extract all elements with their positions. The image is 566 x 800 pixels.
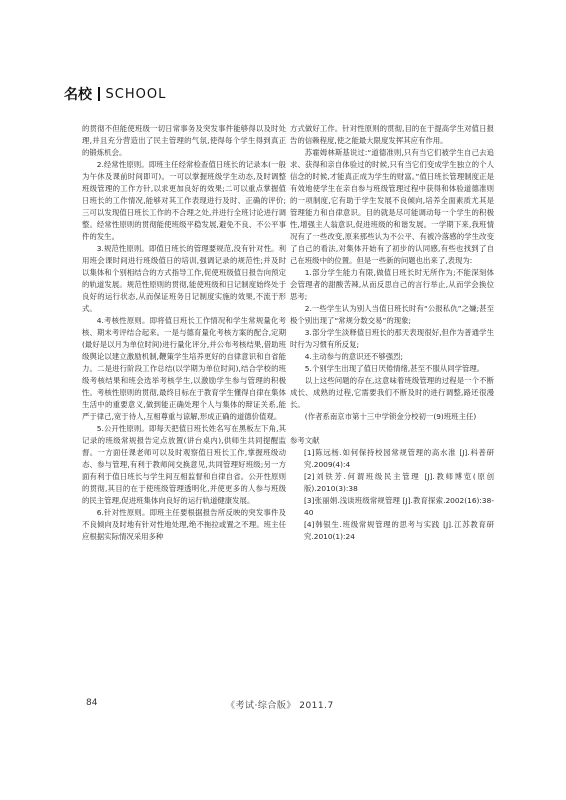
page-number: 84	[86, 698, 98, 708]
reference-item: [1]陈远杨.如何保持校园常规管理的高水准 [J].科普研究.2009(4):4	[304, 448, 494, 469]
body-paragraph: 6.针对性原则。即班主任要根据报告所反映的突发事件及不良倾向及时地有针对性地处理,绝不拖拉或置之不理。班主任应根据实际情况采用多种	[82, 508, 286, 541]
reference-item: [3]张丽娟.浅谈班级常规管理 [J].教育探索.2002(16):38-40	[304, 496, 494, 517]
body-paragraph: 2.一些学生认为别人当值日班长时有“公报私仇”之嫌;甚至极个别出现了“常规分数交易”的现象;	[290, 304, 494, 325]
right-column	[290, 123, 494, 543]
page-footer	[0, 698, 566, 712]
left-column	[82, 123, 286, 543]
title-divider	[98, 87, 100, 101]
body-paragraph: 2.经常性原则。即班主任经常检查值日班长的记录本(一般为午休及课前时间即可)。一可以掌握班级学生动态,及时调整班级管理的工作方针,以求更加良好的效果;二可以重点掌握值日班长的工作情况,能够对其工作表现进行及时、正确的评价;三可以发现值日班长工作的不合理之处,并进行全班讨论进行调整。经常性原则的贯彻能使班级平稳发展,避免不良、不公平事件的发生。	[82, 160, 286, 241]
reference-item: [4]韩银生.班级常规管理的思考与实践 [J].江苏教育研究.2010(1):24	[304, 520, 494, 541]
body-paragraph: 4.主动参与的意识还不够强烈;	[304, 352, 404, 361]
reference-item: [2]刘铁芳.何谓班级民主管理 [J].教师博览(原创版).2010(3):38	[304, 472, 494, 493]
author-note: (作者系南京市第十三中学锁金分校初一(9)班班主任)	[304, 412, 477, 421]
column-header	[64, 83, 166, 105]
journal-name: 《考试·综合版》 2011.7	[226, 701, 334, 711]
body-paragraph: 5.公开性原则。即每天把值日班长姓名写在黑板左下角,其记录的班级常规报告定点放置(讲台桌内),供师生共同提醒监督。一方面任课老师可以及时观察值日班长工作,掌握班级动态、参与管理,有利于教师间交换意见,共同管理好班级;另一方面有利于值日班长与学生间互相监督和自律自省。公开性原则的贯彻,其目的在于使班级管理透明化,并使更多的人参与班级的民主管理,促进班集体向良好的运行轨道健康发展。	[82, 424, 286, 505]
body-paragraph: 苏霍姆林斯基说过:“道德准则,只有当它们被学生自己去追求、获得和亲自体验过的时候,只有当它们变成学生独立的个人信念的时候,才能真正成为学生的财富。”值日班长管理制度正是有效地使学生在亲自参与班级管理过程中获得和体验道德准则的一项制度,它有助于学生发展不良倾向,培养全面素质尤其是管理能力和自律意识。目的就是尽可能调动每一个学生的积极性,增强主人翁意识,促进班级的和谐发展。一学期下来,我班情况有了一些改变,原来那些认为不公平、有被冷落感的学生改变了自己的看法,对集体开始有了初步的认同感,有些也找到了自己在班级中的位置。但是一些新的问题也出来了,表现为:	[290, 148, 494, 265]
body-paragraph: 4.考核性原则。即将值日班长工作情况和学生常规量化考核、期末考评结合起来。一是与德育量化考核方案的配合,定期(最好是以月为单位时间)进行量化评分,并公布考核结果,借助班级舆论以建立激励机制,鞭策学生培养更好的自律意识和自省能力。二是进行阶段工作总结(以学期为单位时间),结合学校的班级考核结果和班会选举考核学生,以激励学生参与管理的积极性。考核性原则的贯彻,最终目标在于教育学生懂得自律在集体生活中的重要意义,做到能正确处理个人与集体的辩证关系,能严于律己,宽于待人,互相尊重与谅解,形成正确的道德价值观。	[82, 316, 286, 421]
body-paragraph: 的贯彻不但能使班级一切日常事务及突发事件能够得以及时处理,并且充分营造出了民主管理的气氛,使得每个学生得到真正的锻炼机会。	[82, 124, 286, 157]
body-paragraph: 5.个别学生出现了值日厌倦情绪,甚至不服从同学管理。	[304, 364, 485, 373]
column-title-english: SCHOOL	[105, 86, 167, 102]
body-paragraph: 1.部分学生能力有限,做值日班长时无所作为;不能深刻体会管理者的甜酸苦辣,从而反思自己的言行举止,从而学会换位思考;	[290, 268, 494, 301]
body-paragraph: 以上这些问题的存在,这意味着班级管理的过程是一个不断成长、成熟的过程,它需要我们不断及时的进行调整,路还很漫长。	[290, 376, 494, 409]
body-paragraph: 3.部分学生淡释值日班长的那天表现很好,但作为普通学生时行为习惯有所反复;	[290, 328, 494, 349]
body-paragraph: 方式做好工作。针对性原则的贯彻,目的在于提高学生对值日报告的信赖程度,使之能最大限度发挥其应有作用。	[290, 124, 494, 145]
column-title: 名校	[64, 87, 92, 103]
references-heading: 参考文献	[290, 436, 320, 445]
body-paragraph: 3.规范性原则。即值日班长的管理要规范,没有针对性。利用班会课时间进行班级值日的培训,强调记录的规范性;并及时以集体和个别相结合的方式指导工作,促使班级值日报告向预定的轨道发展。规范性原则的贯彻,能使班级和日记制度始终处于良好的运行状态,从而保证班务日记制度实施的效果,不流于形式。	[82, 244, 286, 313]
